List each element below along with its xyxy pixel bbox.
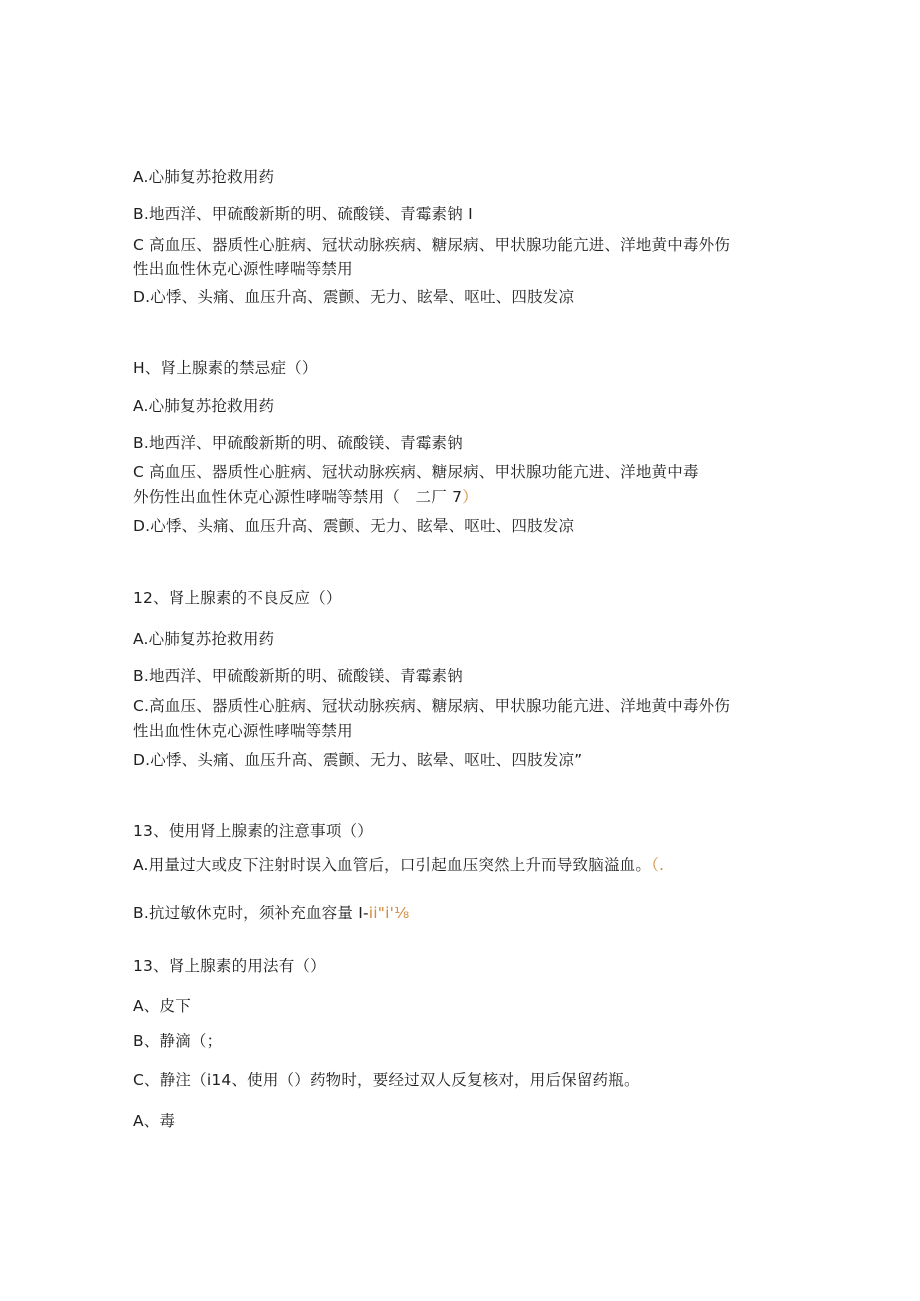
q13b-title: 13、肾上腺素的用法有（） [133, 957, 326, 975]
q11-option-c-line2-text: 外伤性出血性休克心源性哮喘等禁用（ 二厂 7 [133, 488, 463, 506]
q10-option-a: A.心肺复苏抢救用药 [133, 168, 275, 186]
q11-title: H、肾上腺素的禁忌症（） [133, 359, 318, 377]
q12-option-a: A.心肺复苏抢救用药 [133, 630, 275, 648]
q11-option-d: D.心悸、头痛、血压升高、震颤、无力、眩晕、呕吐、四肢发凉 [133, 517, 575, 535]
q13a-stray-mark-a: （. [651, 856, 665, 874]
q10-option-b: B.地西洋、甲硫酸新斯的明、硫酸镁、青霉素钠 I [133, 205, 473, 223]
q11-option-a: A.心肺复苏抢救用药 [133, 397, 275, 415]
q13a-stray-mark-b: ii"i'⅛ [368, 904, 410, 922]
q12-option-b: B.地西洋、甲硫酸新斯的明、硫酸镁、青霉素钠 [133, 667, 463, 685]
q13b-option-b: B、静滴（； [133, 1032, 223, 1050]
q11-option-b: B.地西洋、甲硫酸新斯的明、硫酸镁、青霉素钠 [133, 434, 463, 452]
q13a-option-b [133, 902, 409, 924]
q11-option-c-line2 [133, 486, 478, 508]
q12-option-c-line2: 性出血性休克心源性哮喘等禁用 [133, 722, 353, 740]
q13a-option-a-text: A.用量过大或皮下注射时误入血管后，口引起血压突然上升而导致脑溢血。 [133, 856, 652, 874]
q13a-option-a [133, 854, 664, 876]
q13b-option-a: A、皮下 [133, 997, 191, 1015]
q14-option-a: A、毒 [133, 1112, 176, 1130]
q10-option-c-line1: C 高血压、器质性心脏病、冠状动脉疾病、糖尿病、甲状腺功能亢进、洋地黄中毒外伤 [133, 236, 731, 254]
q13b-option-c: C、静注（i14、使用（）药物时，要经过双人反复核对，用后保留药瓶。 [133, 1071, 640, 1089]
q12-title: 12、肾上腺素的不良反应（） [133, 589, 342, 607]
q13a-option-b-text: B.抗过敏休克时，须补充血容量 I- [133, 904, 369, 922]
q10-option-c-line2: 性出血性休克心源性哮喘等禁用 [133, 260, 353, 278]
q10-option-d: D.心悸、头痛、血压升高、震颤、无力、眩晕、呕吐、四肢发凉 [133, 288, 575, 306]
q13a-title: 13、使用肾上腺素的注意事项（） [133, 822, 373, 840]
q11-option-c-line1: C 高血压、器质性心脏病、冠状动脉疾病、糖尿病、甲状腺功能亢进、洋地黄中毒 [133, 463, 699, 481]
q12-option-c-line1: C.高血压、器质性心脏病、冠状动脉疾病、糖尿病、甲状腺功能亢进、洋地黄中毒外伤 [133, 697, 731, 715]
q11-stray-mark: ） [462, 488, 478, 506]
q12-option-d: D.心悸、头痛、血压升高、震颤、无力、眩晕、呕吐、四肢发凉” [133, 751, 583, 769]
